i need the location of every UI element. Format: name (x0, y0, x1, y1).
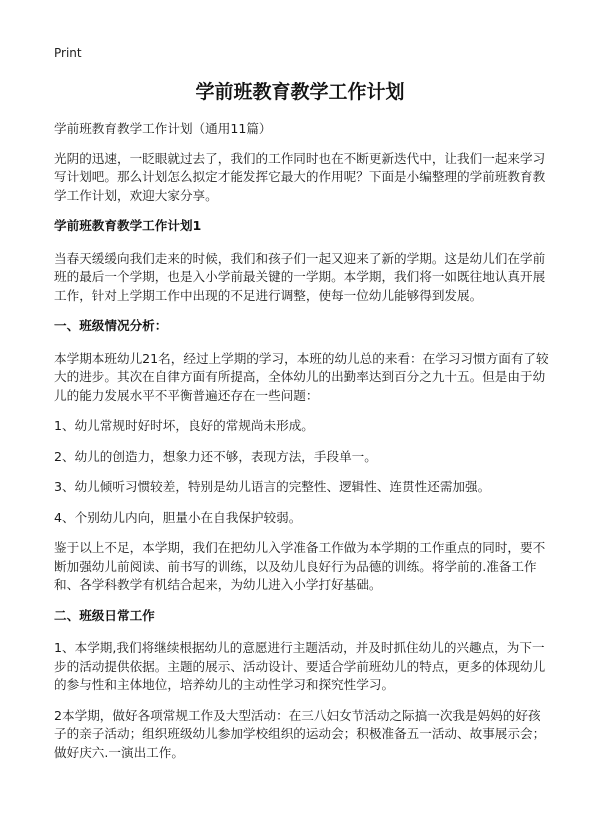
heading-daily-work: 二、班级日常工作 (54, 607, 155, 623)
plan-1-paragraph: 当春天缓缓向我们走来的时候，我们和孩子们一起又迎来了新的学期。这是幼儿们在学前班的最后一个学期，也是入小学前最关键的一学期。本学期，我们将一如既往地认真开展工作，针对上学期工作中出现的不足进行调整，使每一位幼儿能够得到发展。 (54, 250, 546, 303)
issue-item-4: 4、个别幼儿内向，胆量小在自我保护较弱。 (54, 509, 302, 525)
analysis-paragraph: 本学期本班幼儿21名，经过上学期的学习，本班的幼儿总的来看：在学习习惯方面有了较大的进步。其次在自律方面有所提高，全体幼儿的出勤率达到百分之九十五。但是由于幼儿的能力发展水平不平衡普遍还存在一些问题： (54, 350, 549, 403)
document-body (54, 120, 549, 774)
intro-paragraph: 光阴的迅速，一眨眼就过去了，我们的工作同时也在不断更新迭代中，让我们一起来学习写计划吧。那么计划怎么拟定才能发挥它最大的作用呢？下面是小编整理的学前班教育教学工作计划，欢迎大家分享。 (54, 150, 546, 203)
document-subtitle: 学前班教育教学工作计划（通用11篇） (54, 121, 272, 136)
summary-paragraph: 鉴于以上不足，本学期，我们在把幼儿入学准备工作做为本学期的工作重点的同时，要不断加强幼儿前阅读、前书写的训练，以及幼儿良好行为品德的训练。将学前的.准备工作和、各学科教学有机结合起来，为幼儿进入小学打好基础。 (54, 540, 546, 592)
issue-item-3: 3、幼儿倾听习惯较差，特别是幼儿语言的完整性、逻辑性、连贯性还需加强。 (54, 479, 491, 494)
section-heading-plan-1: 学前班教育教学工作计划1 (54, 218, 202, 233)
issue-item-2: 2、幼儿的创造力，想象力还不够，表现方法，手段单一。 (54, 448, 377, 464)
document-title: 学前班教育教学工作计划 (195, 81, 405, 103)
daily-item-2: 2本学期，做好各项常规工作及大型活动：在三八妇女节活动之际搞一次我是妈妈的好孩子的亲子活动；组织班级幼儿参加学校组织的运动会；积极准备五一活动、故事展示会；做好庆六.一演出工作。 (54, 707, 546, 760)
daily-item-1: 1、本学期,我们将继续根据幼儿的意愿进行主题活动，并及时抓住幼儿的兴趣点，为下一步的活动提供依据。主题的展示、活动设计、要适合学前班幼儿的特点，更多的体现幼儿的参与性和主体地位，培养幼儿的主动性学习和探究性学习。 (54, 640, 546, 692)
print-link[interactable]: Print (54, 46, 82, 60)
heading-class-analysis: 一、班级情况分析： (54, 318, 168, 333)
issue-item-1: 1、幼儿常规时好时坏，良好的常规尚未形成。 (54, 418, 314, 433)
